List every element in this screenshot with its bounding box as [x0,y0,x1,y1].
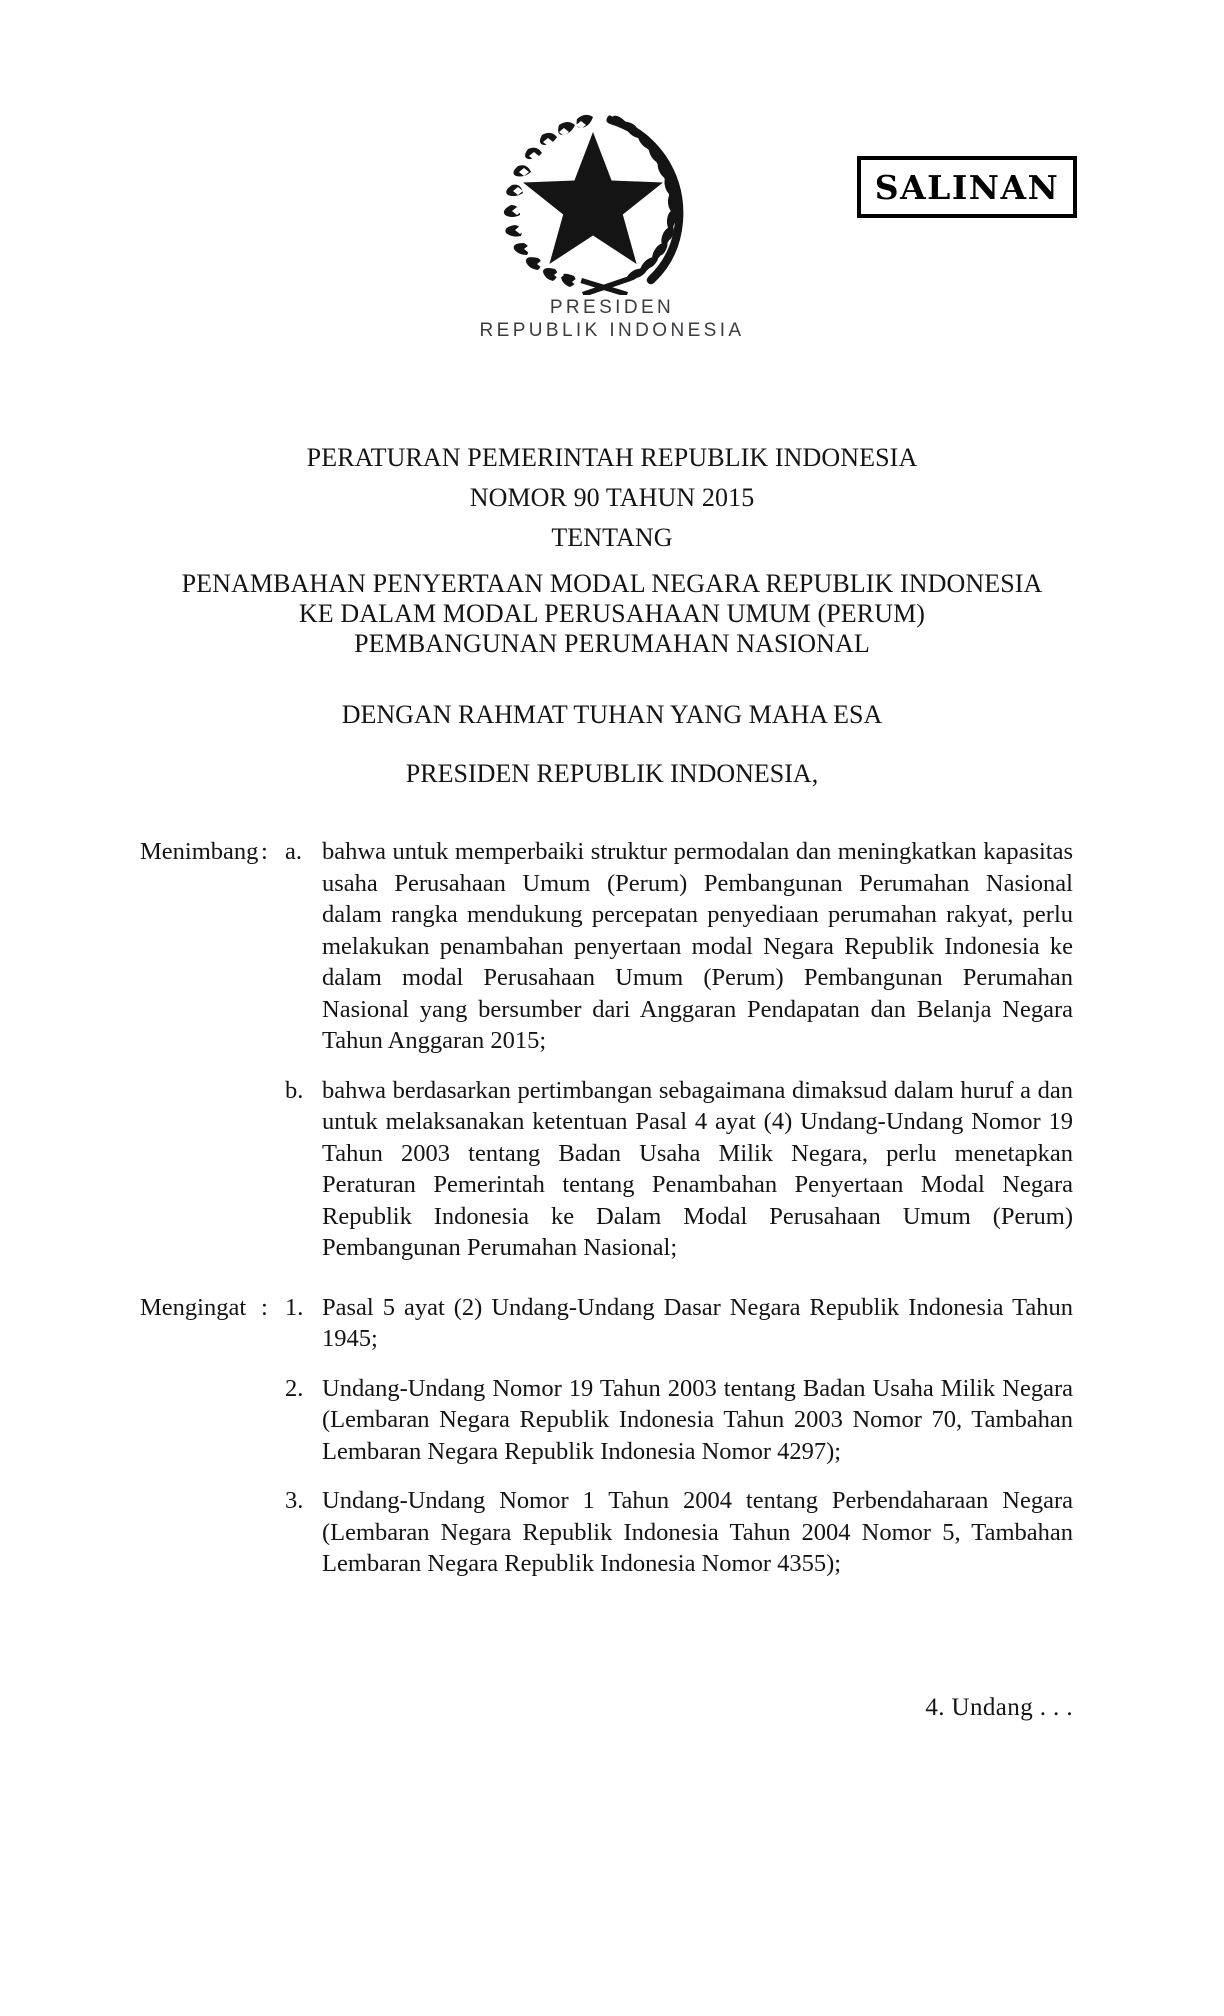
legal-basis-text-2: Undang-Undang Nomor 19 Tahun 2003 tentang Badan Usaha Milik Negara (Lembaran Negara Republik Indonesia Tahun 2003 Nomor 70, Tambahan Lembaran Negara Republik Indonesia Nomor 4297); [322,1374,1073,1465]
legal-basis-marker-2: 2. [285,1374,304,1402]
document-body [0,836,1224,1580]
subtitle-line-1: PENAMBAHAN PENYERTAAN MODAL NEGARA REPUBLIK INDONESIA [181,569,1043,598]
emblem-caption-line-1: PRESIDEN [549,297,675,318]
legal-basis-section [0,1292,1224,1580]
document-title-block [0,438,1224,659]
considerations-marker-b: b. [285,1076,304,1104]
salinan-stamp [857,156,1077,218]
considerations-text-a: bahwa untuk memperbaiki struktur permodalan dan meningkatkan kapasitas usaha Perusahaan Umum (Perum) Pembangunan Perumahan Nasional dalam rangka mendukung percepatan penyediaan perumahan rakyat, perlu melakukan penambahan penyertaan modal Negara Republik Indonesia ke dalam modal Perusahaan Umum (Perum) Pembangunan Perumahan Nasional yang bersumber dari Anggaran Pendapatan dan Belanja Negara Tahun Anggaran 2015; [322,838,1073,1054]
legal-basis-text-3: Undang-Undang Nomor 1 Tahun 2004 tentang Perbendaharaan Negara (Lembaran Negara Republik Indonesia Tahun 2004 Nomor 5, Tambahan Lembaran Negara Republik Indonesia Nomor 4355); [322,1487,1073,1577]
considerations-colon: : [261,838,268,865]
legal-basis-text-1: Pasal 5 ayat (2) Undang-Undang Dasar Negara Republik Indonesia Tahun 1945; [322,1293,1073,1352]
subtitle-line-3: PEMBANGUNAN PERUMAHAN NASIONAL [354,629,870,658]
invocation-line: DENGAN RAHMAT TUHAN YANG MAHA ESA [341,700,883,729]
salinan-stamp-label: SALINAN [874,167,1060,207]
considerations-section [0,836,1224,1264]
legal-basis-keyword: Mengingat [140,1293,247,1321]
considerations-item-b [0,1075,1224,1264]
considerations-keyword: Menimbang [140,838,259,865]
emblem-caption-line-2: REPUBLIK INDONESIA [479,320,745,341]
page-catchword: 4. Undang . . . [925,1694,1073,1721]
legal-basis-marker-1: 1. [285,1293,304,1321]
presidential-seal-emblem [493,100,693,295]
considerations-item-a [0,836,1224,1057]
document-subtitle-block [0,569,1224,659]
subtitle-line-2: KE DALAM MODAL PERUSAHAAN UMUM (PERUM) [298,599,926,628]
title-line-2: NOMOR 90 TAHUN 2015 [469,483,755,512]
legal-basis-item-2 [0,1373,1224,1468]
legal-basis-item-3 [0,1485,1224,1580]
considerations-text-b: bahwa berdasarkan pertimbangan sebagaimana dimaksud dalam huruf a dan untuk melaksanakan ketentuan Pasal 4 ayat (4) Undang-Undang Nomor 19 Tahun 2003 tentang Badan Usaha Milik Negara, perlu menetapkan Peraturan Pemerintah tentang Penambahan Penyertaan Modal Negara Republik Indonesia ke Dalam Modal Perusahaan Umum (Perum) Pembangunan Perumahan Nasional; [322,1076,1073,1261]
emblem-caption [0,296,1224,342]
legal-basis-marker-3: 3. [285,1487,304,1514]
title-line-1: PERATURAN PEMERINTAH REPUBLIK INDONESIA [306,443,918,472]
considerations-marker-a: a. [285,838,302,865]
authority-line: PRESIDEN REPUBLIK INDONESIA, [405,759,819,788]
title-line-3: TENTANG [551,523,673,552]
indonesian-presidential-seal-icon [493,100,693,295]
legal-basis-item-1 [0,1292,1224,1355]
legal-basis-colon: : [261,1293,268,1321]
